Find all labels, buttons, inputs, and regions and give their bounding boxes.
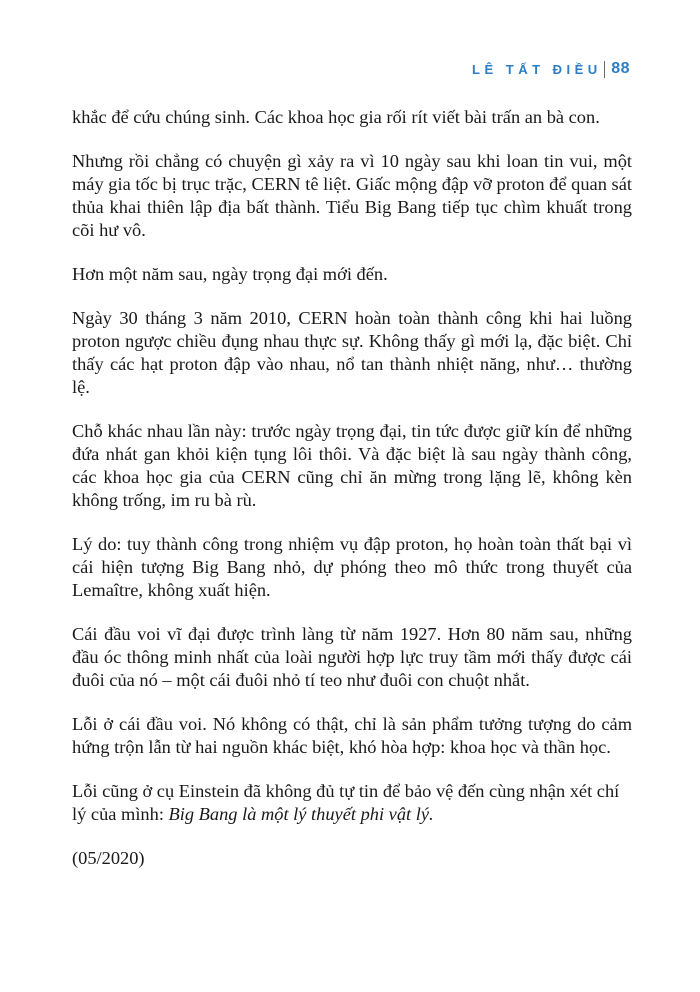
header-divider — [604, 61, 606, 78]
paragraph-3: Hơn một năm sau, ngày trọng đại mới đến. — [72, 264, 388, 284]
paragraph-5: Chỗ khác nhau lần này: trước ngày trọng đại, tin tức được giữ kín để những đứa nhát gan khỏi kiện tụng lôi thôi. Và đặc biệt là sau ngày thành công, các khoa học gia của CERN cũng chỉ ăn mừng trong lặng lẽ, không kèn không trống, im ru bà rù. — [72, 421, 632, 510]
paragraph-4: Ngày 30 tháng 3 năm 2010, CERN hoàn toàn thành công khi hai luồng proton ngược chiều đụng nhau thực sự. Không thấy gì mới lạ, đặc biệt. Chỉ thấy các hạt proton đập vào nhau, nổ tan thành nhiệt năng, như… thường lệ. — [72, 308, 632, 397]
header-author: LÊ TẤT ĐIỀU — [472, 61, 602, 77]
paragraph-9-text: Lỗi cũng ở cụ Einstein đã không đủ tự tin để bảo vệ đến cùng nhận xét chí lý của mình: — [72, 781, 620, 824]
page-number: 88 — [611, 60, 630, 77]
paragraph-1: khắc để cứu chúng sinh. Các khoa học gia rối rít viết bài trấn an bà con. — [72, 107, 600, 127]
paragraph-9 — [72, 780, 632, 826]
running-header — [472, 60, 630, 78]
paragraph-2: Nhưng rồi chẳng có chuyện gì xảy ra vì 10 ngày sau khi loan tin vui, một máy gia tốc bị trục trặc, CERN tê liệt. Giấc mộng đập vỡ proton để quan sát thủa khai thiên lập địa bất thành. Tiểu Big Bang tiếp tục chìm khuất trong cõi hư vô. — [72, 151, 632, 240]
paragraph-8: Lỗi ở cái đầu voi. Nó không có thật, chỉ là sản phẩm tưởng tượng do cảm hứng trộn lẫn từ hai nguồn khác biệt, khó hòa hợp: khoa học và thần học. — [72, 714, 632, 757]
date-note: (05/2020) — [72, 848, 145, 868]
paragraph-6: Lý do: tuy thành công trong nhiệm vụ đập proton, họ hoàn toàn thất bại vì cái hiện tượng Big Bang nhỏ, dự phóng theo mô thức trong thuyết của Lemaître, không xuất hiện. — [72, 534, 632, 600]
paragraph-9-italic: Big Bang là một lý thuyết phi vật lý. — [168, 804, 434, 824]
paragraph-7: Cái đầu voi vĩ đại được trình làng từ năm 1927. Hơn 80 năm sau, những đầu óc thông minh nhất của loài người hợp lực truy tầm mới thấy được cái đuôi của nó – một cái đuôi nhỏ tí teo như đuôi con chuột nhắt. — [72, 624, 632, 690]
body-text — [72, 106, 632, 891]
